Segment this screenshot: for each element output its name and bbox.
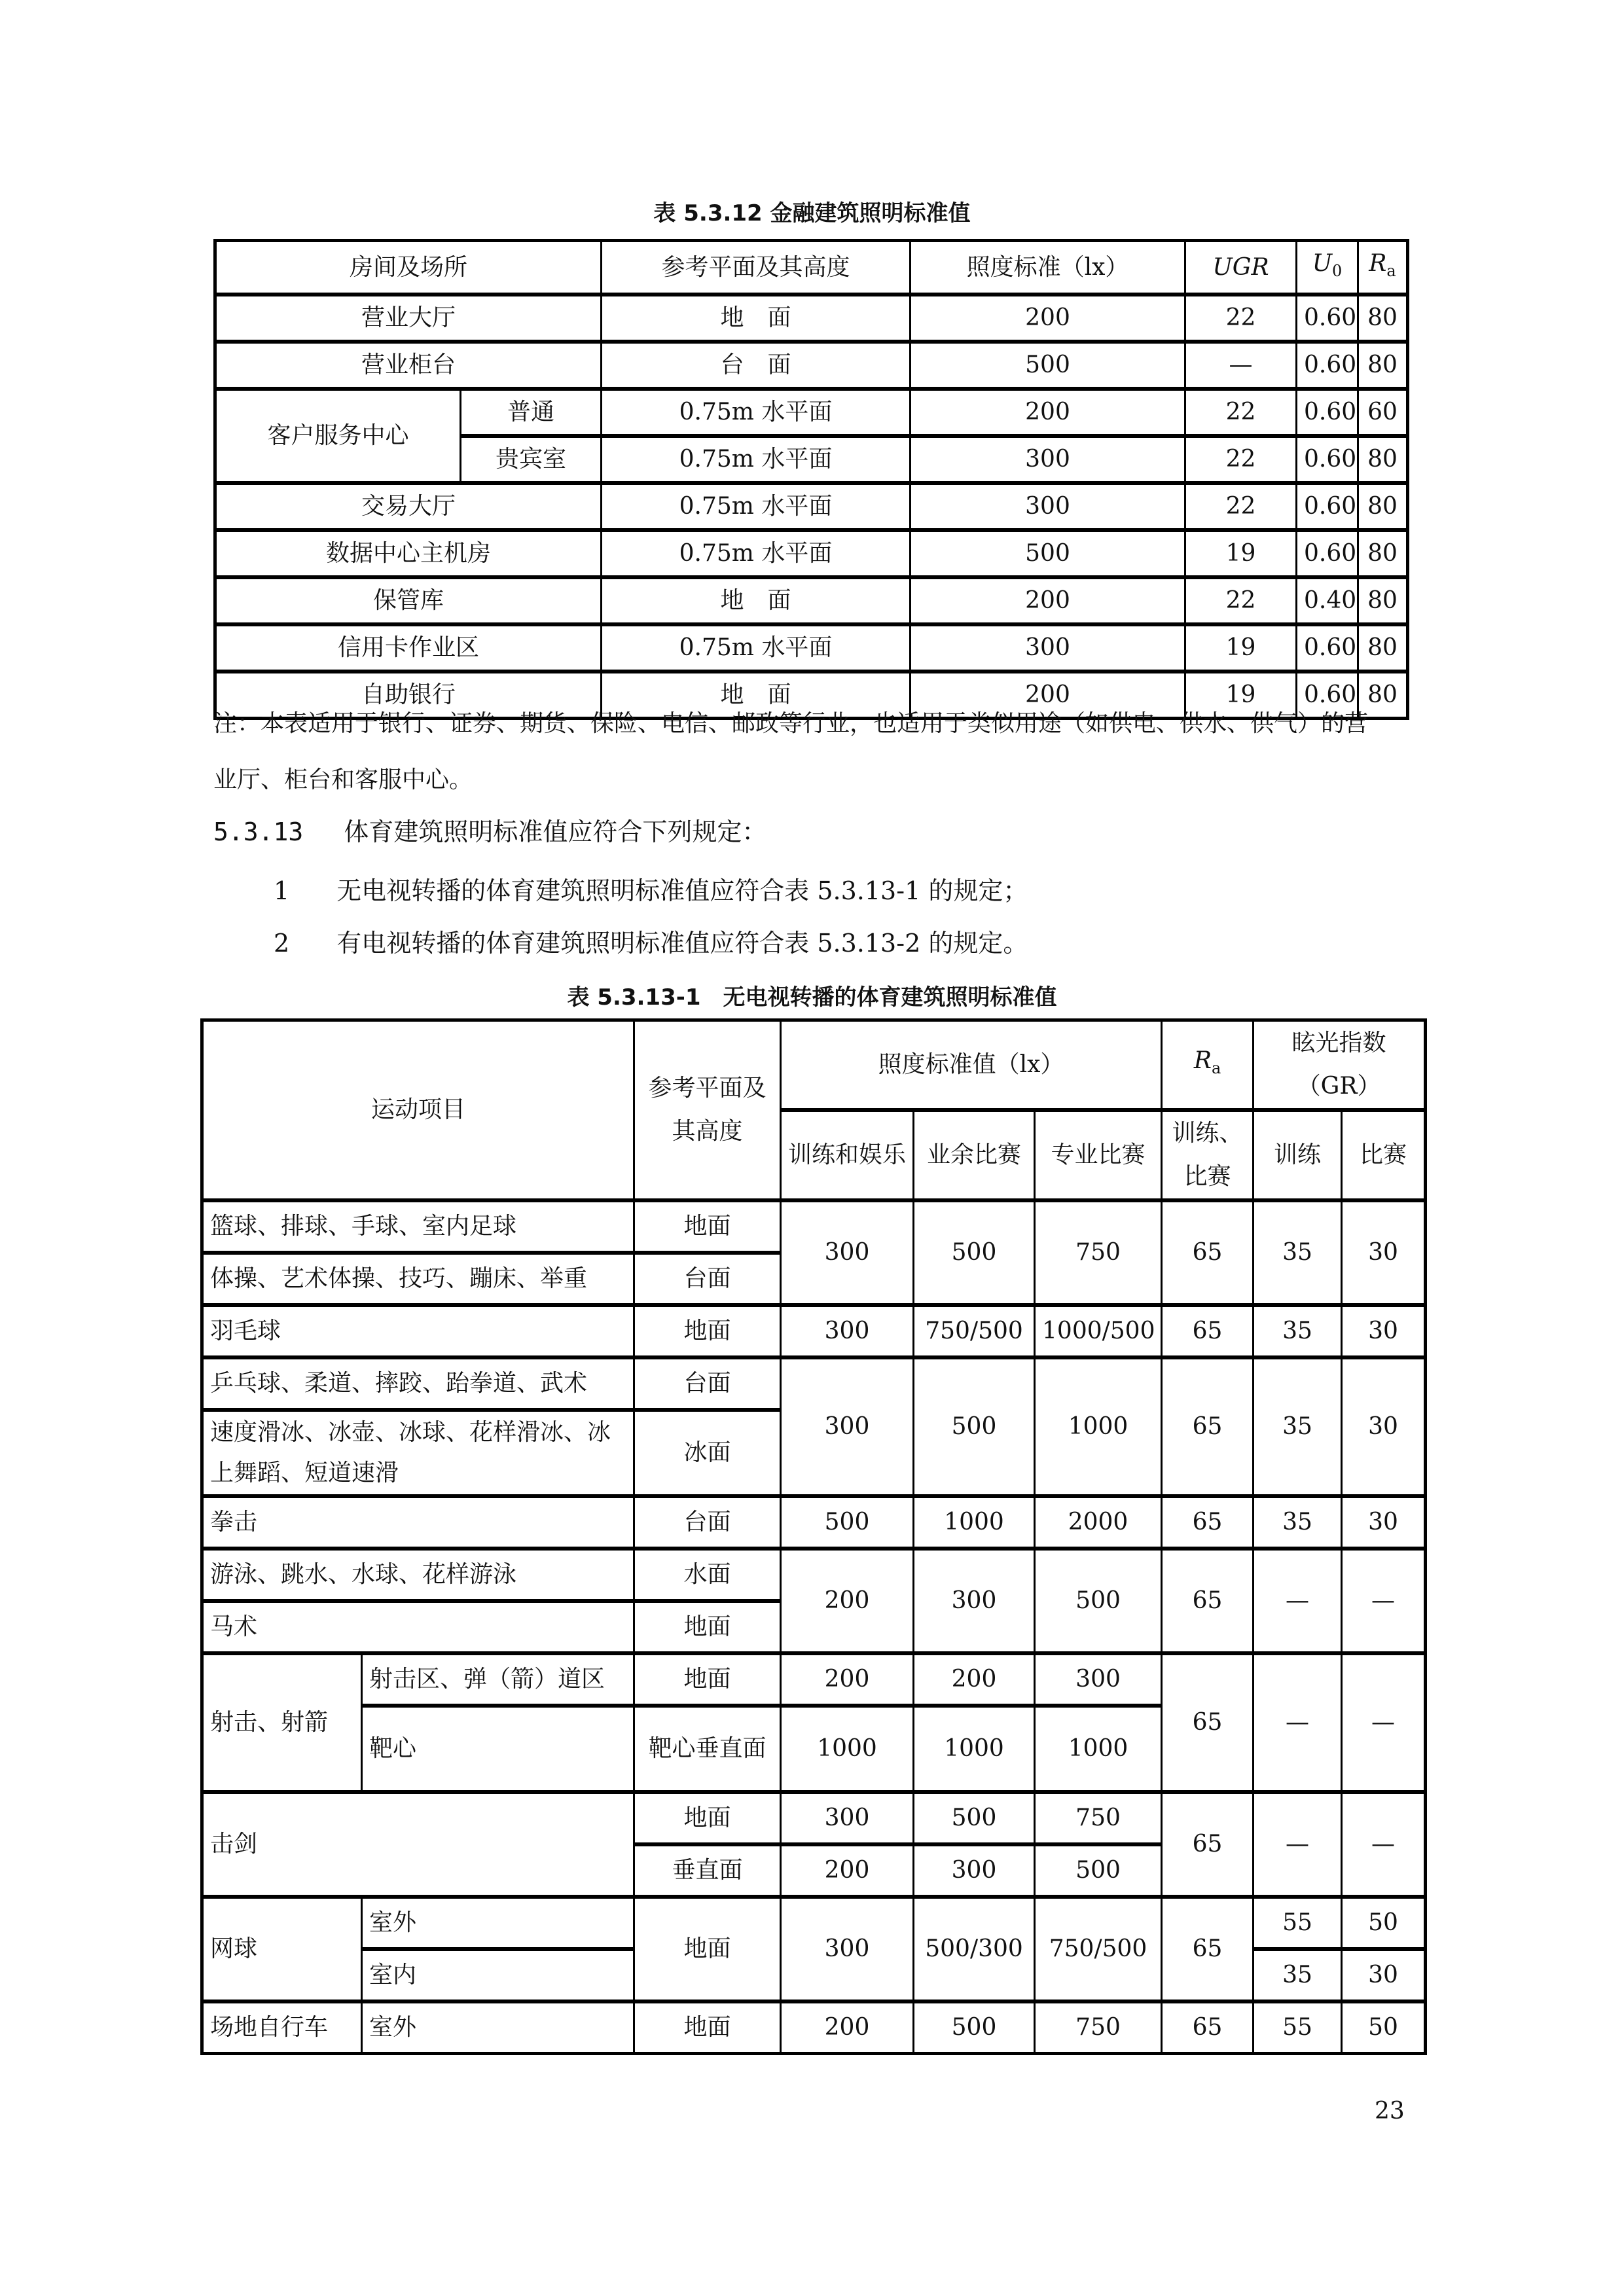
table1-caption: 表 5.3.12 金融建筑照明标准值 <box>653 200 971 226</box>
header-u0: $U_0$ <box>1297 241 1358 295</box>
header-ra: $R_a$ <box>1358 241 1408 295</box>
clause-item-text: 有电视转播的体育建筑照明标准值应符合表 5.3.13-2 的规定。 <box>336 929 1028 958</box>
table-row: 马术 地面 <box>202 1601 1426 1653</box>
table-row: 垂直面 200 300 500 <box>202 1844 1426 1897</box>
header-gr-match: 比赛 <box>1342 1110 1426 1200</box>
table-note <box>213 702 1411 802</box>
header-plane: 参考平面及其高度 <box>602 241 911 295</box>
table-row: 速度滑冰、冰壶、冰球、花样滑冰、冰上舞蹈、短道速滑 冰面 <box>202 1410 1426 1496</box>
table-row: 靶心 靶心垂直面 1000 1000 1000 <box>202 1706 1426 1792</box>
clause-item <box>274 870 1028 906</box>
table-row: 贵宾室 0.75m 水平面 300 22 0.60 80 <box>215 436 1408 483</box>
clause-item-number: 1 <box>274 876 290 905</box>
table-row: 信用卡作业区 0.75m 水平面 300 19 0.60 80 <box>215 624 1408 672</box>
table-row: 射击、射箭 射击区、弹（箭）道区 地面 200 200 300 65 — — <box>202 1653 1426 1706</box>
sports-lighting-table <box>200 1018 1427 2055</box>
table-row: 场地自行车 室外 地面 200 500 750 65 55 50 <box>202 2001 1426 2054</box>
table-row: 羽毛球 地面 300 750/500 1000/500 65 35 30 <box>202 1305 1426 1357</box>
table-row: 乒乓球、柔道、摔跤、跆拳道、武术 台面 300 500 1000 65 35 30 <box>202 1357 1426 1410</box>
header-plane: 参考平面及其高度 <box>634 1020 781 1201</box>
clause-item-number: 2 <box>274 929 290 958</box>
header-lux-amateur: 业余比赛 <box>914 1110 1035 1200</box>
header-lux: 照度标准（lx） <box>911 241 1185 295</box>
header-lux-pro: 专业比赛 <box>1035 1110 1162 1200</box>
table-row: 游泳、跳水、水球、花样游泳 水面 200 300 500 65 — — <box>202 1549 1426 1601</box>
table-row: 自助银行 地 面 200 19 0.60 80 <box>215 672 1408 719</box>
header-ra-sub: 训练、比赛 <box>1162 1110 1254 1200</box>
note-line-2: 业厅、柜台和客服中心。 <box>213 766 473 793</box>
table-row: 篮球、排球、手球、室内足球 地面 300 500 750 65 35 30 <box>202 1200 1426 1253</box>
page-number: 23 <box>1375 2098 1405 2125</box>
financial-lighting-table <box>213 239 1409 720</box>
clause-text: 体育建筑照明标准值应符合下列规定： <box>344 817 767 846</box>
clause-heading <box>213 812 767 848</box>
table2-caption: 表 5.3.13-1 无电视转播的体育建筑照明标准值 <box>567 984 1057 1011</box>
header-place: 房间及场所 <box>215 241 602 295</box>
table-header-row <box>215 241 1408 295</box>
clause-item <box>274 923 1028 959</box>
note-line-1: 注：本表适用于银行、证券、期货、保险、电信、邮政等行业，也适用于类似用途（如供电、供水、供气）的营 <box>213 710 1369 737</box>
table-row: 保管库 地 面 200 22 0.40 80 <box>215 577 1408 624</box>
header-lux: 照度标准值（lx） <box>781 1020 1162 1111</box>
header-ra: $R_a$ <box>1162 1020 1254 1111</box>
header-gr: 眩光指数（GR） <box>1254 1020 1426 1111</box>
table-row: 网球 室外 地面 300 500/300 750/500 65 55 50 <box>202 1897 1426 1949</box>
header-sport: 运动项目 <box>202 1020 634 1201</box>
table-row: 体操、艺术体操、技巧、蹦床、举重 台面 <box>202 1253 1426 1305</box>
table-row: 击剑 地面 300 500 750 65 — — <box>202 1792 1426 1844</box>
table-row: 营业柜台 台 面 500 — 0.60 80 <box>215 342 1408 389</box>
header-ugr: UGR <box>1185 241 1297 295</box>
table-row: 营业大厅 地 面 200 22 0.60 80 <box>215 295 1408 342</box>
clause-number: 5.3.13 <box>213 817 304 846</box>
table-row: 交易大厅 0.75m 水平面 300 22 0.60 80 <box>215 483 1408 530</box>
clause-item-text: 无电视转播的体育建筑照明标准值应符合表 5.3.13-1 的规定； <box>336 876 1028 905</box>
table-row: 拳击 台面 500 1000 2000 65 35 30 <box>202 1496 1426 1549</box>
header-lux-training: 训练和娱乐 <box>781 1110 914 1200</box>
table-row: 数据中心主机房 0.75m 水平面 500 19 0.60 80 <box>215 530 1408 577</box>
table-row: 客户服务中心 普通 0.75m 水平面 200 22 0.60 60 <box>215 389 1408 436</box>
table-header-row <box>202 1020 1426 1111</box>
header-gr-training: 训练 <box>1254 1110 1342 1200</box>
table-row: 室内 35 30 <box>202 1949 1426 2001</box>
